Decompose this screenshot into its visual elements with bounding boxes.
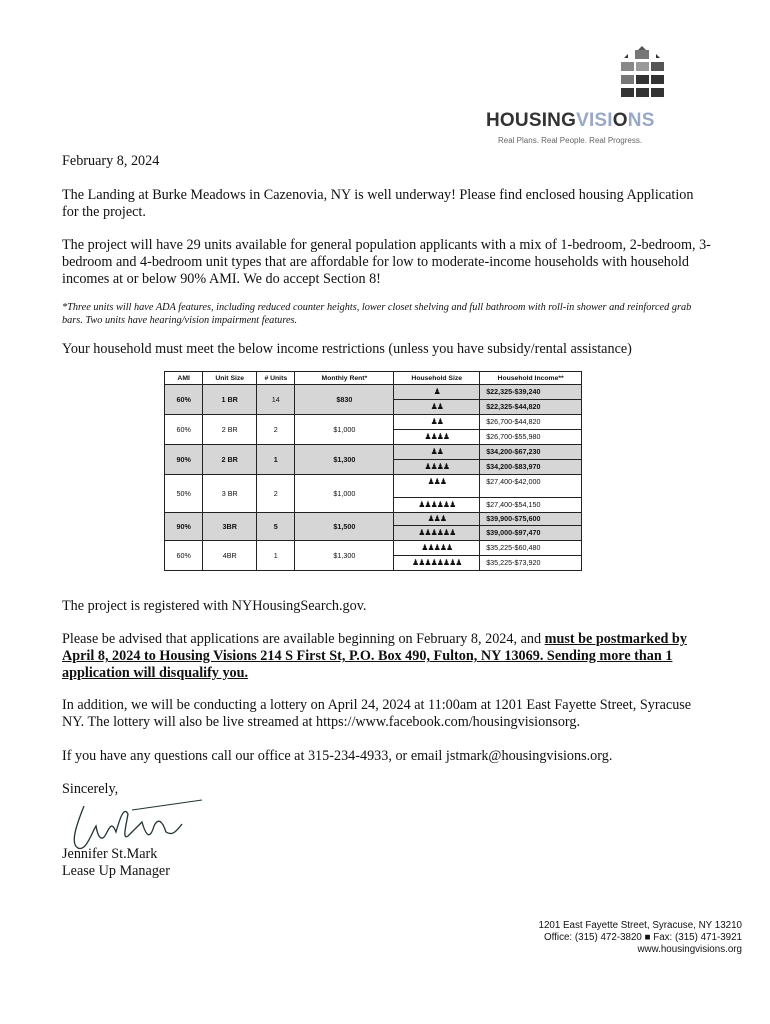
footer-website: www.housingvisions.org (637, 944, 742, 955)
table-row (165, 385, 582, 415)
advise-paragraph (62, 631, 712, 682)
intro-paragraph: The Landing at Burke Meadows in Cazenovia, NY is well underway! Please find enclosed housing Application for the project. (62, 187, 694, 220)
household-size-icon: ♟♟♟♟♟ (394, 541, 479, 556)
household-size-icon: ♟ (394, 385, 479, 400)
rent-cell: $1,000 (295, 475, 394, 513)
unit-size-cell: 2 BR (203, 415, 257, 445)
income-range: $39,000-$97,470 (486, 528, 541, 537)
rent-cell: $830 (295, 385, 394, 415)
house-grid-icon (612, 44, 672, 106)
ami-cell: 60% (165, 415, 203, 445)
household-size-cell (394, 385, 480, 415)
col-units: # Units (257, 372, 295, 385)
income-range: $39,900-$75,600 (480, 513, 581, 526)
lottery-paragraph: In addition, we will be conducting a lottery on April 24, 2024 at 11:00am at 1201 East Fayette Street, Syracuse NY. The lottery will also be live streamed at https://www.facebook.com/housingvisionsorg. (62, 697, 692, 730)
footer-address: 1201 East Fayette Street, Syracuse, NY 13210 (538, 920, 742, 931)
logo-word-dark: HOUSING (486, 110, 577, 131)
col-household-income: Household Income** (480, 372, 582, 385)
rent-cell: $1,300 (295, 445, 394, 475)
col-ami: AMI (165, 372, 203, 385)
income-range: $27,400-$54,150 (486, 500, 541, 509)
income-range: $34,200-$83,970 (486, 462, 541, 471)
closing: Sincerely, (62, 781, 119, 797)
income-range: $26,700-$44,820 (480, 415, 581, 430)
household-income-cell (480, 541, 582, 571)
units-cell: 5 (257, 513, 295, 541)
household-size-cell (394, 415, 480, 445)
household-size-cell (394, 475, 480, 513)
logo-tagline: Real Plans. Real People. Real Progress. (498, 136, 643, 145)
ami-cell: 60% (165, 541, 203, 571)
rent-cell: $1,000 (295, 415, 394, 445)
household-size-icon: ♟♟♟♟ (424, 462, 450, 471)
income-range: $22,325-$39,240 (480, 385, 581, 400)
col-unit-size: Unit Size (203, 372, 257, 385)
table-row (165, 513, 582, 541)
income-range: $27,400-$42,000 (480, 475, 581, 498)
unit-size-cell: 4BR (203, 541, 257, 571)
registered-paragraph: The project is registered with NYHousingSearch.gov. (62, 598, 367, 614)
logo-word-end: NS (627, 110, 655, 131)
household-income-cell (480, 445, 582, 475)
income-range: $26,700-$55,980 (486, 432, 541, 441)
household-income-cell (480, 513, 582, 541)
logo-word-light: VISI (576, 110, 613, 131)
units-paragraph: The project will have 29 units available for general population applicants with a mix of 1-bedroom, 2-bedroom, 3-bedroom and 4-bedroom unit types that are affordable for low to moderate-income households with household incomes at or below 90% AMI. We do accept Section 8! (62, 237, 711, 287)
household-size-icon: ♟♟ (430, 402, 443, 411)
household-income-cell (480, 415, 582, 445)
letter-date: February 8, 2024 (62, 153, 160, 169)
logo-word-o: O (612, 110, 628, 131)
units-cell: 2 (257, 415, 295, 445)
ami-cell: 60% (165, 385, 203, 415)
household-size-icon: ♟♟ (394, 415, 479, 430)
unit-size-cell: 2 BR (203, 445, 257, 475)
income-range: $22,325-$44,820 (486, 402, 541, 411)
table-row (165, 415, 582, 445)
signer-name: Jennifer St.Mark (62, 846, 158, 862)
household-size-icon: ♟♟ (394, 445, 479, 460)
units-cell: 14 (257, 385, 295, 415)
unit-size-cell: 1 BR (203, 385, 257, 415)
unit-size-cell: 3BR (203, 513, 257, 541)
household-size-icon: ♟♟♟ (394, 513, 479, 526)
household-income-cell (480, 385, 582, 415)
rent-cell: $1,300 (295, 541, 394, 571)
household-size-cell (394, 513, 480, 541)
table-row (165, 541, 582, 571)
household-size-icon: ♟♟♟♟♟♟♟♟ (412, 558, 462, 567)
ada-note: *Three units will have ADA features, including reduced counter heights, lower closet shelving and full bathroom with roll-in shower and reinforced grab bars. Two units have hearing/vision impairment features. (62, 302, 692, 326)
income-range: $35,225-$73,920 (486, 558, 541, 567)
advise-plain-text: Please be advised that applications are available beginning on February 8, 2024, and (62, 631, 545, 647)
questions-paragraph: If you have any questions call our office at 315-234-4933, or email jstmark@housingvisions.org. (62, 748, 613, 764)
ami-cell: 90% (165, 513, 203, 541)
ami-cell: 50% (165, 475, 203, 513)
table-row (165, 475, 582, 513)
postmark-deadline-text: must be postmarked by April 8, 2024 to Housing Visions 214 S First St, P.O. Box 490, Fulton, NY 13069. Sending more than 1 application will disqualify you. (62, 631, 687, 681)
units-cell: 2 (257, 475, 295, 513)
ami-cell: 90% (165, 445, 203, 475)
household-size-icon: ♟♟♟ (394, 475, 479, 498)
col-monthly-rent: Monthly Rent* (295, 372, 394, 385)
logo-wordmark (486, 110, 676, 132)
units-cell: 1 (257, 445, 295, 475)
household-income-cell (480, 475, 582, 513)
household-size-icon: ♟♟♟♟♟♟ (418, 500, 456, 509)
income-range: $35,225-$60,480 (480, 541, 581, 556)
unit-size-cell: 3 BR (203, 475, 257, 513)
table-row (165, 445, 582, 475)
footer-phone-fax: Office: (315) 472-3820 ■ Fax: (315) 471-3921 (544, 932, 742, 943)
income-range: $34,200-$67,230 (480, 445, 581, 460)
household-size-icon: ♟♟♟♟ (424, 432, 450, 441)
signer-title: Lease Up Manager (62, 863, 170, 879)
footer-contact (482, 920, 742, 956)
units-cell: 1 (257, 541, 295, 571)
col-household-size: Household Size (394, 372, 480, 385)
household-size-cell (394, 445, 480, 475)
rent-cell: $1,500 (295, 513, 394, 541)
income-table (164, 371, 582, 571)
household-size-icon: ♟♟♟♟♟♟ (418, 528, 456, 537)
income-restrictions-heading: Your household must meet the below income restrictions (unless you have subsidy/rental assistance) (62, 341, 632, 357)
household-size-cell (394, 541, 480, 571)
table-header-row (165, 372, 582, 385)
